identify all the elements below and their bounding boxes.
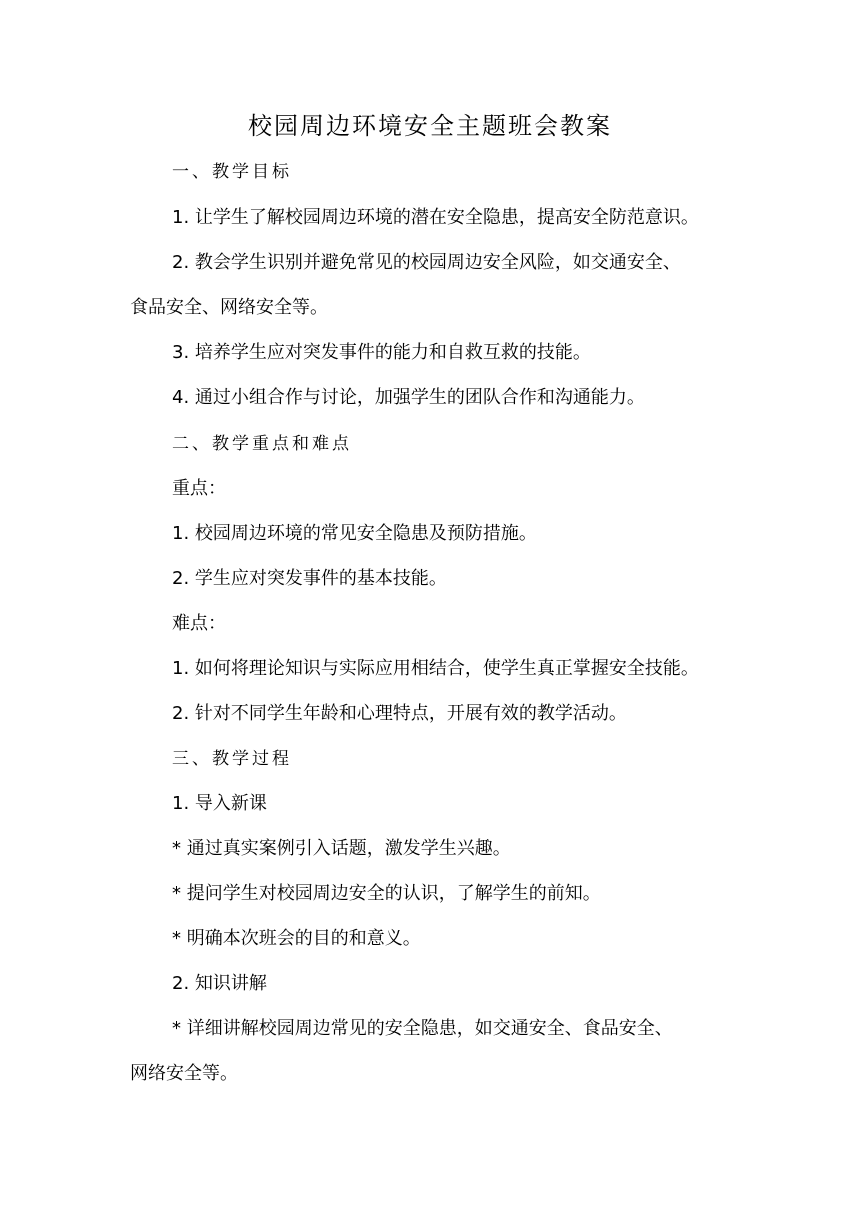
paragraph-line: 2. 知识讲解 xyxy=(172,973,267,994)
paragraph-line: * 详细讲解校园周边常见的安全隐患，如交通安全、食品安全、 xyxy=(172,1018,673,1039)
paragraph-line: 1. 校园周边环境的常见安全隐患及预防措施。 xyxy=(172,523,537,544)
paragraph-line: 2. 学生应对突发事件的基本技能。 xyxy=(172,568,447,589)
section-heading-key-points: 二、教学重点和难点 xyxy=(172,434,352,454)
section-heading-process: 三、教学过程 xyxy=(172,749,292,769)
paragraph-line: * 明确本次班会的目的和意义。 xyxy=(172,928,421,949)
paragraph-line: 2. 针对不同学生年龄和心理特点，开展有效的教学活动。 xyxy=(172,703,627,724)
paragraph-line: 网络安全等。 xyxy=(130,1063,238,1084)
paragraph-line: 难点： xyxy=(172,613,226,634)
paragraph-line: 1. 导入新课 xyxy=(172,793,267,814)
paragraph-line: * 通过真实案例引入话题，激发学生兴趣。 xyxy=(172,838,511,859)
section-heading-objectives: 一、教学目标 xyxy=(172,162,292,182)
paragraph-line: 重点： xyxy=(172,478,226,499)
document-title: 校园周边环境安全主题班会教案 xyxy=(248,112,612,140)
paragraph-line: 食品安全、网络安全等。 xyxy=(130,297,328,318)
paragraph-line: 2. 教会学生识别并避免常见的校园周边安全风险，如交通安全、 xyxy=(172,252,681,273)
paragraph-line: 1. 如何将理论知识与实际应用相结合，使学生真正掌握安全技能。 xyxy=(172,658,699,679)
paragraph-line: 3. 培养学生应对突发事件的能力和自救互救的技能。 xyxy=(172,342,591,363)
paragraph-line: * 提问学生对校园周边安全的认识，了解学生的前知。 xyxy=(172,883,601,904)
paragraph-line: 1. 让学生了解校园周边环境的潜在安全隐患，提高安全防范意识。 xyxy=(172,207,699,228)
paragraph-line: 4. 通过小组合作与讨论，加强学生的团队合作和沟通能力。 xyxy=(172,387,645,408)
